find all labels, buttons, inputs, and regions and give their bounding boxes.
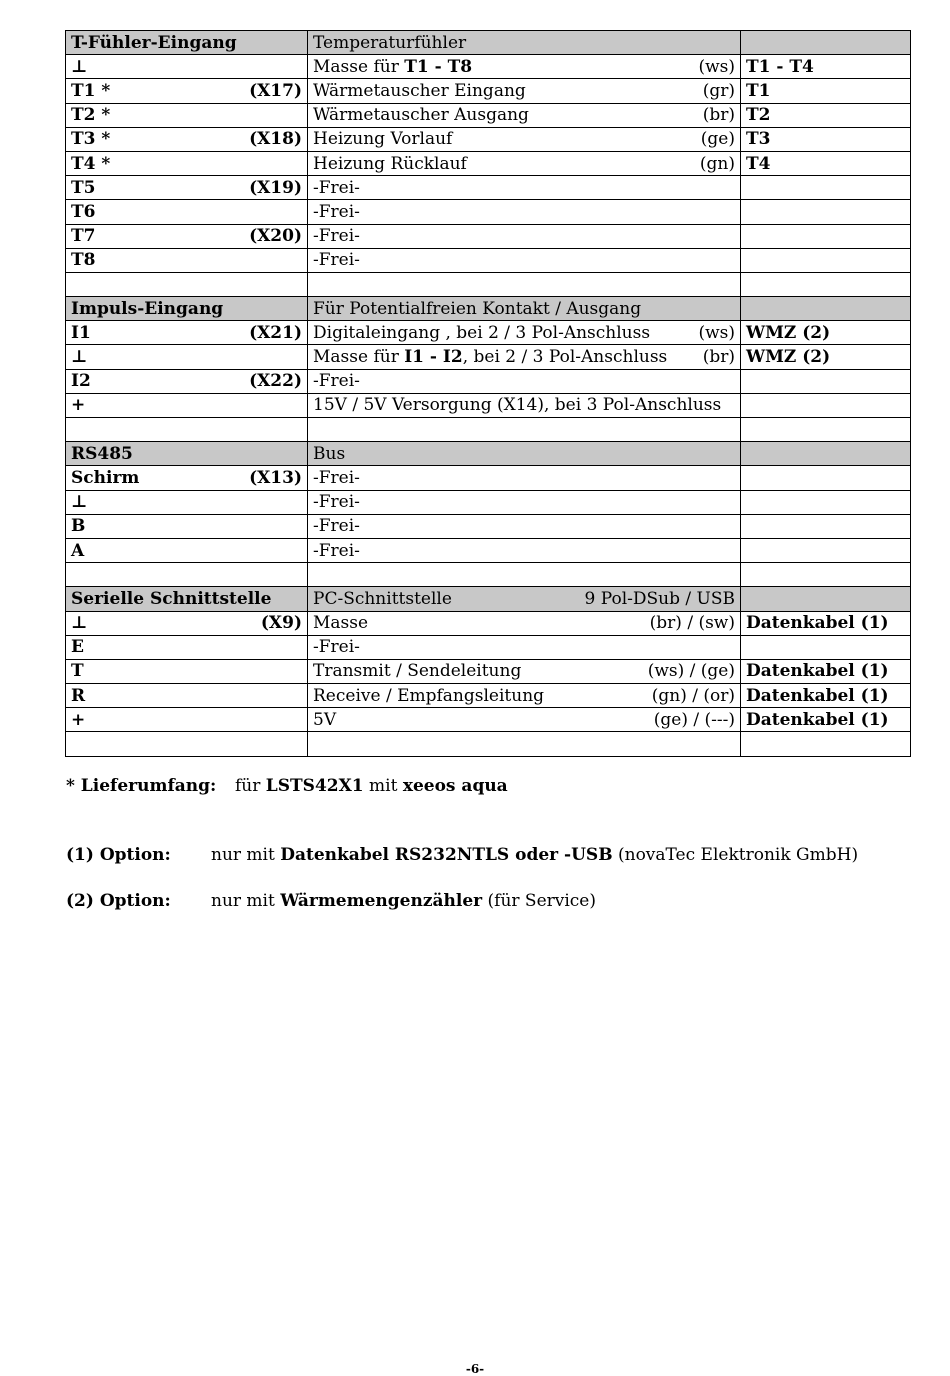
footnote-lieferumfang <box>66 776 508 796</box>
target-cell <box>741 490 911 514</box>
terminal-cell <box>66 708 308 732</box>
terminal-name: + <box>71 709 86 730</box>
target-cell <box>741 514 911 538</box>
table-row <box>66 55 911 79</box>
section-description-cell <box>308 442 741 466</box>
terminal-name: T4 * <box>71 153 111 174</box>
connector-label: (X21) <box>249 322 302 343</box>
connector-label: (X20) <box>249 226 302 247</box>
table-row <box>66 611 911 635</box>
pin-table-body <box>66 31 911 757</box>
terminal-description <box>313 227 360 245</box>
description-part: -Frei- <box>313 226 360 247</box>
blank-row <box>66 418 911 442</box>
section-name-cell <box>66 442 308 466</box>
terminal-description <box>313 58 472 76</box>
description-cell <box>308 224 741 248</box>
description-part: 5V <box>313 709 337 730</box>
wire-color: (gn) <box>699 153 735 174</box>
table-row <box>66 538 911 562</box>
description-cell <box>308 708 741 732</box>
description-part: -Frei- <box>313 492 360 513</box>
description-cell <box>308 514 741 538</box>
description-part: , bei 2 / 3 Pol-Anschluss <box>462 347 668 368</box>
description-cell <box>308 635 741 659</box>
description-cell <box>308 79 741 103</box>
terminal-name: T8 <box>71 250 96 271</box>
footnote-part: mit <box>363 776 403 796</box>
blank-cell <box>66 272 308 296</box>
blank-cell <box>66 418 308 442</box>
description-part: Masse <box>313 613 369 634</box>
footnote-label: (2) Option: <box>66 891 171 911</box>
table-row <box>66 708 911 732</box>
terminal-cell <box>66 248 308 272</box>
section-name: Impuls-Eingang <box>71 298 224 319</box>
blank-cell <box>741 563 911 587</box>
target-cell: Datenkabel (1) <box>741 684 911 708</box>
target-cell: WMZ (2) <box>741 345 911 369</box>
target-cell: Datenkabel (1) <box>741 659 911 683</box>
section-description-cell <box>308 297 741 321</box>
description-cell <box>308 369 741 393</box>
section-description-extra: 9 Pol-DSub / USB <box>584 588 735 609</box>
terminal-cell <box>66 635 308 659</box>
terminal-description <box>313 638 360 656</box>
table-row <box>66 466 911 490</box>
connector-label: (X13) <box>249 467 302 488</box>
description-cell <box>308 321 741 345</box>
terminal-cell <box>66 659 308 683</box>
terminal-name: T <box>71 661 84 682</box>
description-cell <box>308 538 741 562</box>
target-cell <box>741 466 911 490</box>
blank-cell <box>308 418 741 442</box>
description-part: Transmit / Sendeleitung <box>313 661 522 682</box>
footnote-text <box>211 891 596 911</box>
footnote-label: * Lieferumfang: <box>66 776 217 796</box>
description-part: 15V / 5V Versorgung (X14), bei 3 Pol-Anschluss <box>313 395 722 416</box>
target-cell <box>741 369 911 393</box>
target-cell: T3 <box>741 127 911 151</box>
table-row <box>66 514 911 538</box>
terminal-name: T7 <box>71 226 96 247</box>
description-cell <box>308 684 741 708</box>
section-name-cell <box>66 31 308 55</box>
terminal-description <box>313 179 360 197</box>
target-cell <box>741 200 911 224</box>
target-cell: T1 <box>741 79 911 103</box>
terminal-cell <box>66 127 308 151</box>
section-description: Für Potentialfreien Kontakt / Ausgang <box>313 298 642 319</box>
terminal-description <box>313 711 336 729</box>
footnote-part: LSTS42X1 <box>265 776 364 796</box>
terminal-description <box>313 372 360 390</box>
table-row <box>66 321 911 345</box>
section-header-row <box>66 442 911 466</box>
table-row <box>66 393 911 417</box>
table-row <box>66 224 911 248</box>
wire-color: (ge) / (---) <box>653 709 735 730</box>
terminal-cell <box>66 538 308 562</box>
description-cell <box>308 176 741 200</box>
terminal-cell <box>66 514 308 538</box>
description-cell <box>308 659 741 683</box>
footnote-part: nur mit <box>211 845 281 865</box>
section-description-cell <box>308 587 741 611</box>
terminal-description <box>313 203 360 221</box>
table-row <box>66 103 911 127</box>
blank-row <box>66 272 911 296</box>
description-cell <box>308 151 741 175</box>
target-cell <box>741 224 911 248</box>
table-row <box>66 127 911 151</box>
table-row <box>66 151 911 175</box>
terminal-name: B <box>71 516 86 537</box>
section-target-cell <box>741 297 911 321</box>
description-part: Heizung Vorlauf <box>313 129 453 150</box>
description-cell <box>308 55 741 79</box>
terminal-cell <box>66 345 308 369</box>
description-part: -Frei- <box>313 250 360 271</box>
pin-assignment-table <box>65 30 911 757</box>
blank-row <box>66 732 911 756</box>
target-cell: T4 <box>741 151 911 175</box>
target-cell <box>741 248 911 272</box>
connector-label: (X19) <box>249 177 302 198</box>
terminal-description <box>313 348 667 366</box>
footnote-part: nur mit <box>211 891 281 911</box>
terminal-name: ⊥ <box>71 56 88 77</box>
terminal-name: E <box>71 637 84 658</box>
terminal-description <box>313 106 529 124</box>
section-name: RS485 <box>71 443 133 464</box>
terminal-description <box>313 687 544 705</box>
terminal-description <box>313 614 368 632</box>
target-cell: T2 <box>741 103 911 127</box>
terminal-name: ⊥ <box>71 492 88 513</box>
footnote-part: Wärmemengenzähler <box>280 891 483 911</box>
description-part: Heizung Rücklauf <box>313 153 467 174</box>
wire-color: (br) <box>702 347 735 368</box>
target-cell <box>741 538 911 562</box>
description-part: Digitaleingang , bei 2 / 3 Pol-Anschluss <box>313 322 651 343</box>
wire-color: (ws) <box>698 322 735 343</box>
description-cell <box>308 611 741 635</box>
terminal-name: Schirm <box>71 467 140 488</box>
page-number: -6- <box>465 1362 485 1376</box>
terminal-name: T3 * <box>71 129 111 150</box>
blank-cell <box>741 272 911 296</box>
terminal-description <box>313 662 521 680</box>
terminal-description <box>313 542 360 560</box>
blank-cell <box>66 563 308 587</box>
table-row <box>66 79 911 103</box>
target-cell <box>741 176 911 200</box>
terminal-cell <box>66 684 308 708</box>
section-description-cell <box>308 31 741 55</box>
section-description: Temperaturfühler <box>313 32 467 53</box>
description-part: -Frei- <box>313 177 360 198</box>
description-part: Wärmetauscher Ausgang <box>313 105 529 126</box>
footnote-part: (novaTec Elektronik GmbH) <box>612 845 859 865</box>
section-description: PC-Schnittstelle <box>313 588 452 609</box>
description-part: -Frei- <box>313 371 360 392</box>
table-row <box>66 659 911 683</box>
section-name-cell <box>66 587 308 611</box>
wire-color: (br) / (sw) <box>649 613 735 634</box>
terminal-cell <box>66 176 308 200</box>
terminal-name: A <box>71 540 85 561</box>
table-row <box>66 345 911 369</box>
section-target-cell <box>741 587 911 611</box>
wire-color: (gr) <box>702 80 735 101</box>
terminal-description <box>313 396 721 414</box>
table-row <box>66 176 911 200</box>
terminal-name: ⊥ <box>71 347 88 368</box>
table-row <box>66 635 911 659</box>
terminal-name: T5 <box>71 177 96 198</box>
blank-cell <box>308 732 741 756</box>
footnote-text <box>235 776 508 796</box>
blank-cell <box>308 272 741 296</box>
description-part: -Frei- <box>313 467 360 488</box>
wire-color: (ws) / (ge) <box>647 661 735 682</box>
footnote-part: xeeos aqua <box>402 776 508 796</box>
connector-label: (X22) <box>249 371 302 392</box>
footnote-part: für <box>235 776 266 796</box>
terminal-description <box>313 517 360 535</box>
blank-cell <box>66 732 308 756</box>
description-cell <box>308 127 741 151</box>
terminal-name: R <box>71 685 86 706</box>
terminal-name: T1 * <box>71 80 111 101</box>
table-row <box>66 684 911 708</box>
wire-color: (ge) <box>700 129 735 150</box>
section-header-row <box>66 31 911 55</box>
connector-label: (X9) <box>260 613 302 634</box>
connector-label: (X18) <box>249 129 302 150</box>
section-name: Serielle Schnittstelle <box>71 588 272 609</box>
target-cell: Datenkabel (1) <box>741 611 911 635</box>
terminal-description <box>313 493 360 511</box>
description-cell <box>308 466 741 490</box>
blank-cell <box>308 563 741 587</box>
description-cell <box>308 345 741 369</box>
terminal-cell <box>66 369 308 393</box>
description-part: Receive / Empfangsleitung <box>313 685 545 706</box>
footnote-option-2 <box>66 891 596 911</box>
description-part: -Frei- <box>313 540 360 561</box>
wire-color: (ws) <box>698 56 735 77</box>
table-row <box>66 248 911 272</box>
footnote-text <box>211 845 858 865</box>
terminal-description <box>313 469 360 487</box>
section-header-row <box>66 297 911 321</box>
wire-color: (gn) / (or) <box>651 685 735 706</box>
footnote-part: (für Service) <box>482 891 597 911</box>
description-part: Wärmetauscher Eingang <box>313 80 526 101</box>
target-cell: WMZ (2) <box>741 321 911 345</box>
terminal-cell <box>66 200 308 224</box>
description-part: -Frei- <box>313 516 360 537</box>
description-cell <box>308 248 741 272</box>
terminal-name: T2 * <box>71 105 111 126</box>
description-part: T1 - T8 <box>404 56 473 77</box>
description-cell <box>308 103 741 127</box>
description-part: I1 - I2 <box>404 347 463 368</box>
terminal-name: ⊥ <box>71 613 88 634</box>
footnote-option-1 <box>66 845 858 865</box>
terminal-description <box>313 130 452 148</box>
footnote-part: Datenkabel RS232NTLS oder -USB <box>280 845 613 865</box>
wire-color: (br) <box>702 105 735 126</box>
target-cell: Datenkabel (1) <box>741 708 911 732</box>
terminal-cell <box>66 393 308 417</box>
description-cell <box>308 200 741 224</box>
section-description: Bus <box>313 443 346 464</box>
connector-label: (X17) <box>249 80 302 101</box>
terminal-description <box>313 82 526 100</box>
blank-cell <box>741 418 911 442</box>
description-part: -Frei- <box>313 637 360 658</box>
footnote-label: (1) Option: <box>66 845 171 865</box>
terminal-cell <box>66 224 308 248</box>
description-cell <box>308 490 741 514</box>
target-cell <box>741 635 911 659</box>
terminal-name: T6 <box>71 201 96 222</box>
section-name: T-Fühler-Eingang <box>71 32 237 53</box>
section-name-cell <box>66 297 308 321</box>
terminal-cell <box>66 79 308 103</box>
terminal-cell <box>66 103 308 127</box>
terminal-description <box>313 155 467 173</box>
description-part: -Frei- <box>313 201 360 222</box>
terminal-name: I2 <box>71 371 91 392</box>
description-part: Masse für <box>313 347 405 368</box>
blank-cell <box>741 732 911 756</box>
section-target-cell <box>741 442 911 466</box>
terminal-cell <box>66 321 308 345</box>
terminal-description <box>313 324 650 342</box>
terminal-description <box>313 251 360 269</box>
description-cell <box>308 393 741 417</box>
section-header-row <box>66 587 911 611</box>
target-cell: T1 - T4 <box>741 55 911 79</box>
table-row <box>66 200 911 224</box>
table-row <box>66 490 911 514</box>
blank-row <box>66 563 911 587</box>
section-target-cell <box>741 31 911 55</box>
terminal-cell <box>66 151 308 175</box>
terminal-cell <box>66 611 308 635</box>
table-row <box>66 369 911 393</box>
terminal-cell <box>66 55 308 79</box>
terminal-cell <box>66 466 308 490</box>
terminal-cell <box>66 490 308 514</box>
terminal-name: I1 <box>71 322 91 343</box>
description-part: Masse für <box>313 56 405 77</box>
target-cell <box>741 393 911 417</box>
terminal-name: + <box>71 395 86 416</box>
